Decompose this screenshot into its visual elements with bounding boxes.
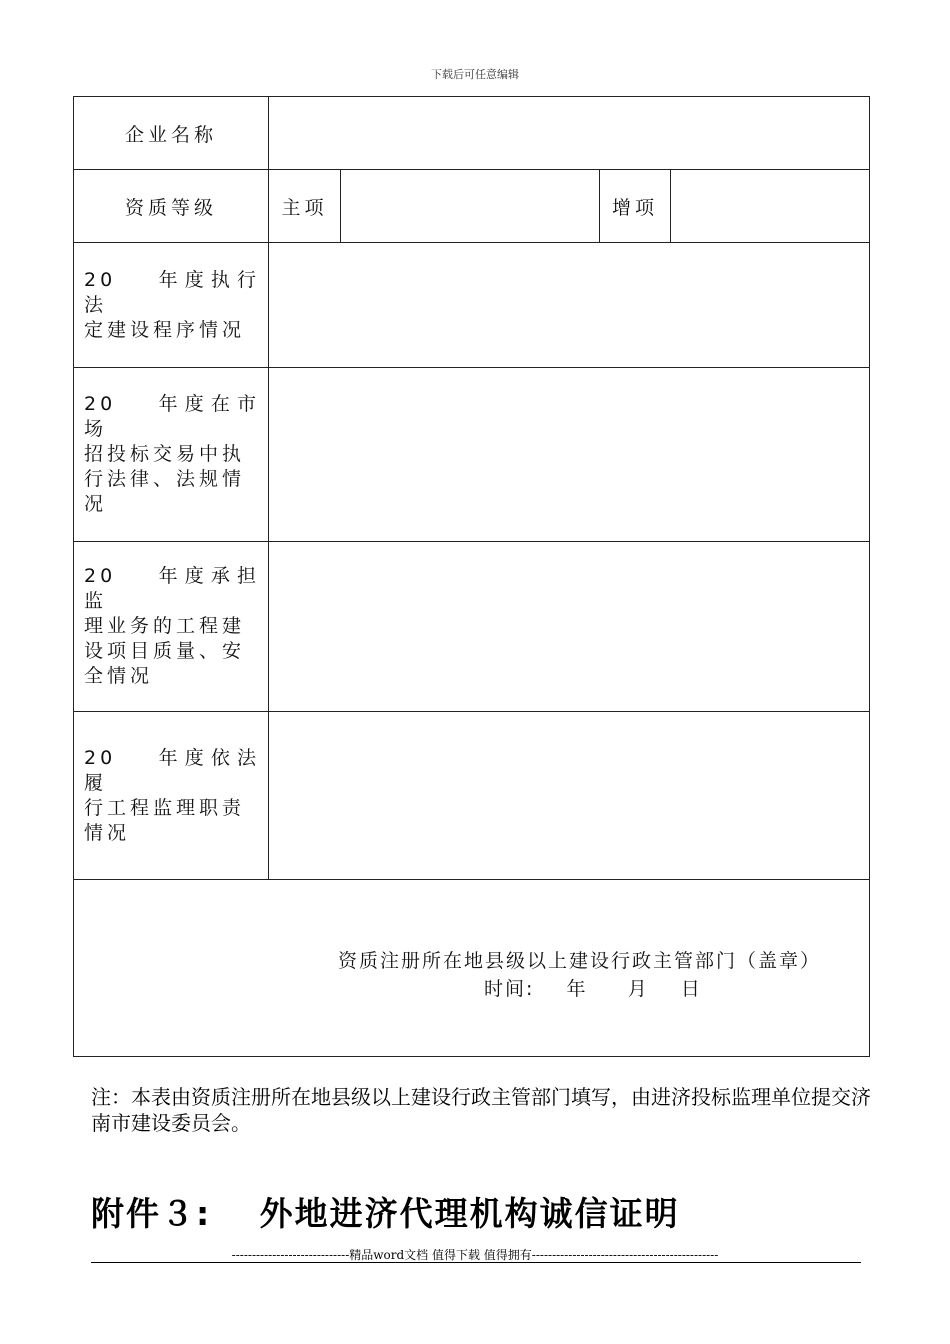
supervision-duty-row — [74, 712, 870, 880]
label-line: 20 年度承担监 — [84, 565, 260, 612]
label-line: 招投标交易中执 — [84, 443, 246, 465]
quality-safety-label — [74, 542, 269, 712]
label-line: 20 年度依法履 — [84, 746, 260, 794]
label-line: 20 年度在市场 — [84, 393, 260, 440]
signature-date: 时间: 年 月 日 — [484, 978, 702, 1000]
form-footnote: 注：本表由资质注册所在地县级以上建设行政主管部门填写，由进济投标监理单位提交济南市建设委员会。 — [91, 1085, 871, 1135]
qualification-row — [74, 170, 870, 243]
label-line: 行法律、法规情 — [84, 468, 246, 490]
credit-form-table — [73, 96, 870, 1057]
supervision-duty-field[interactable] — [269, 712, 870, 880]
qualification-label: 资质等级 — [74, 170, 269, 243]
company-name-field[interactable] — [269, 97, 870, 170]
label-line: 定建设程序情况 — [84, 318, 246, 341]
quality-safety-field[interactable] — [269, 542, 870, 712]
signature-authority: 资质注册所在地县级以上建设行政主管部门（盖章） — [338, 950, 822, 972]
company-name-row — [74, 97, 870, 170]
main-item-field[interactable] — [341, 170, 600, 243]
legal-procedure-field[interactable] — [269, 243, 870, 368]
signature-row — [74, 880, 870, 1057]
page-footer-text: -----------------------------精品word文档 值得下载 值得拥有---------------------------------------------- — [231, 1248, 719, 1262]
label-line: 理业务的工程建 — [84, 615, 246, 637]
bidding-compliance-field[interactable] — [269, 368, 870, 542]
page-header-note: 下载后可任意编辑 — [431, 68, 519, 81]
footer-divider — [91, 1262, 861, 1263]
supervision-duty-label — [74, 712, 269, 880]
label-line: 全情况 — [84, 665, 154, 687]
label-line: 20 年度执行法 — [84, 268, 260, 316]
label-line: 况 — [84, 493, 108, 515]
company-name-label: 企业名称 — [74, 97, 269, 170]
label-line: 情况 — [84, 821, 131, 844]
attachment-title: 附件３: 外地进济代理机构诚信证明 — [91, 1194, 680, 1233]
legal-procedure-label — [74, 243, 269, 368]
extra-item-field[interactable] — [671, 170, 870, 243]
main-item-label: 主项 — [269, 170, 341, 243]
label-line: 行工程监理职责 — [84, 796, 246, 819]
extra-item-label: 增项 — [600, 170, 671, 243]
bidding-compliance-row — [74, 368, 870, 542]
bidding-compliance-label — [74, 368, 269, 542]
signature-cell — [74, 880, 870, 1057]
quality-safety-row — [74, 542, 870, 712]
label-line: 设项目质量、安 — [84, 640, 246, 662]
legal-procedure-row — [74, 243, 870, 368]
